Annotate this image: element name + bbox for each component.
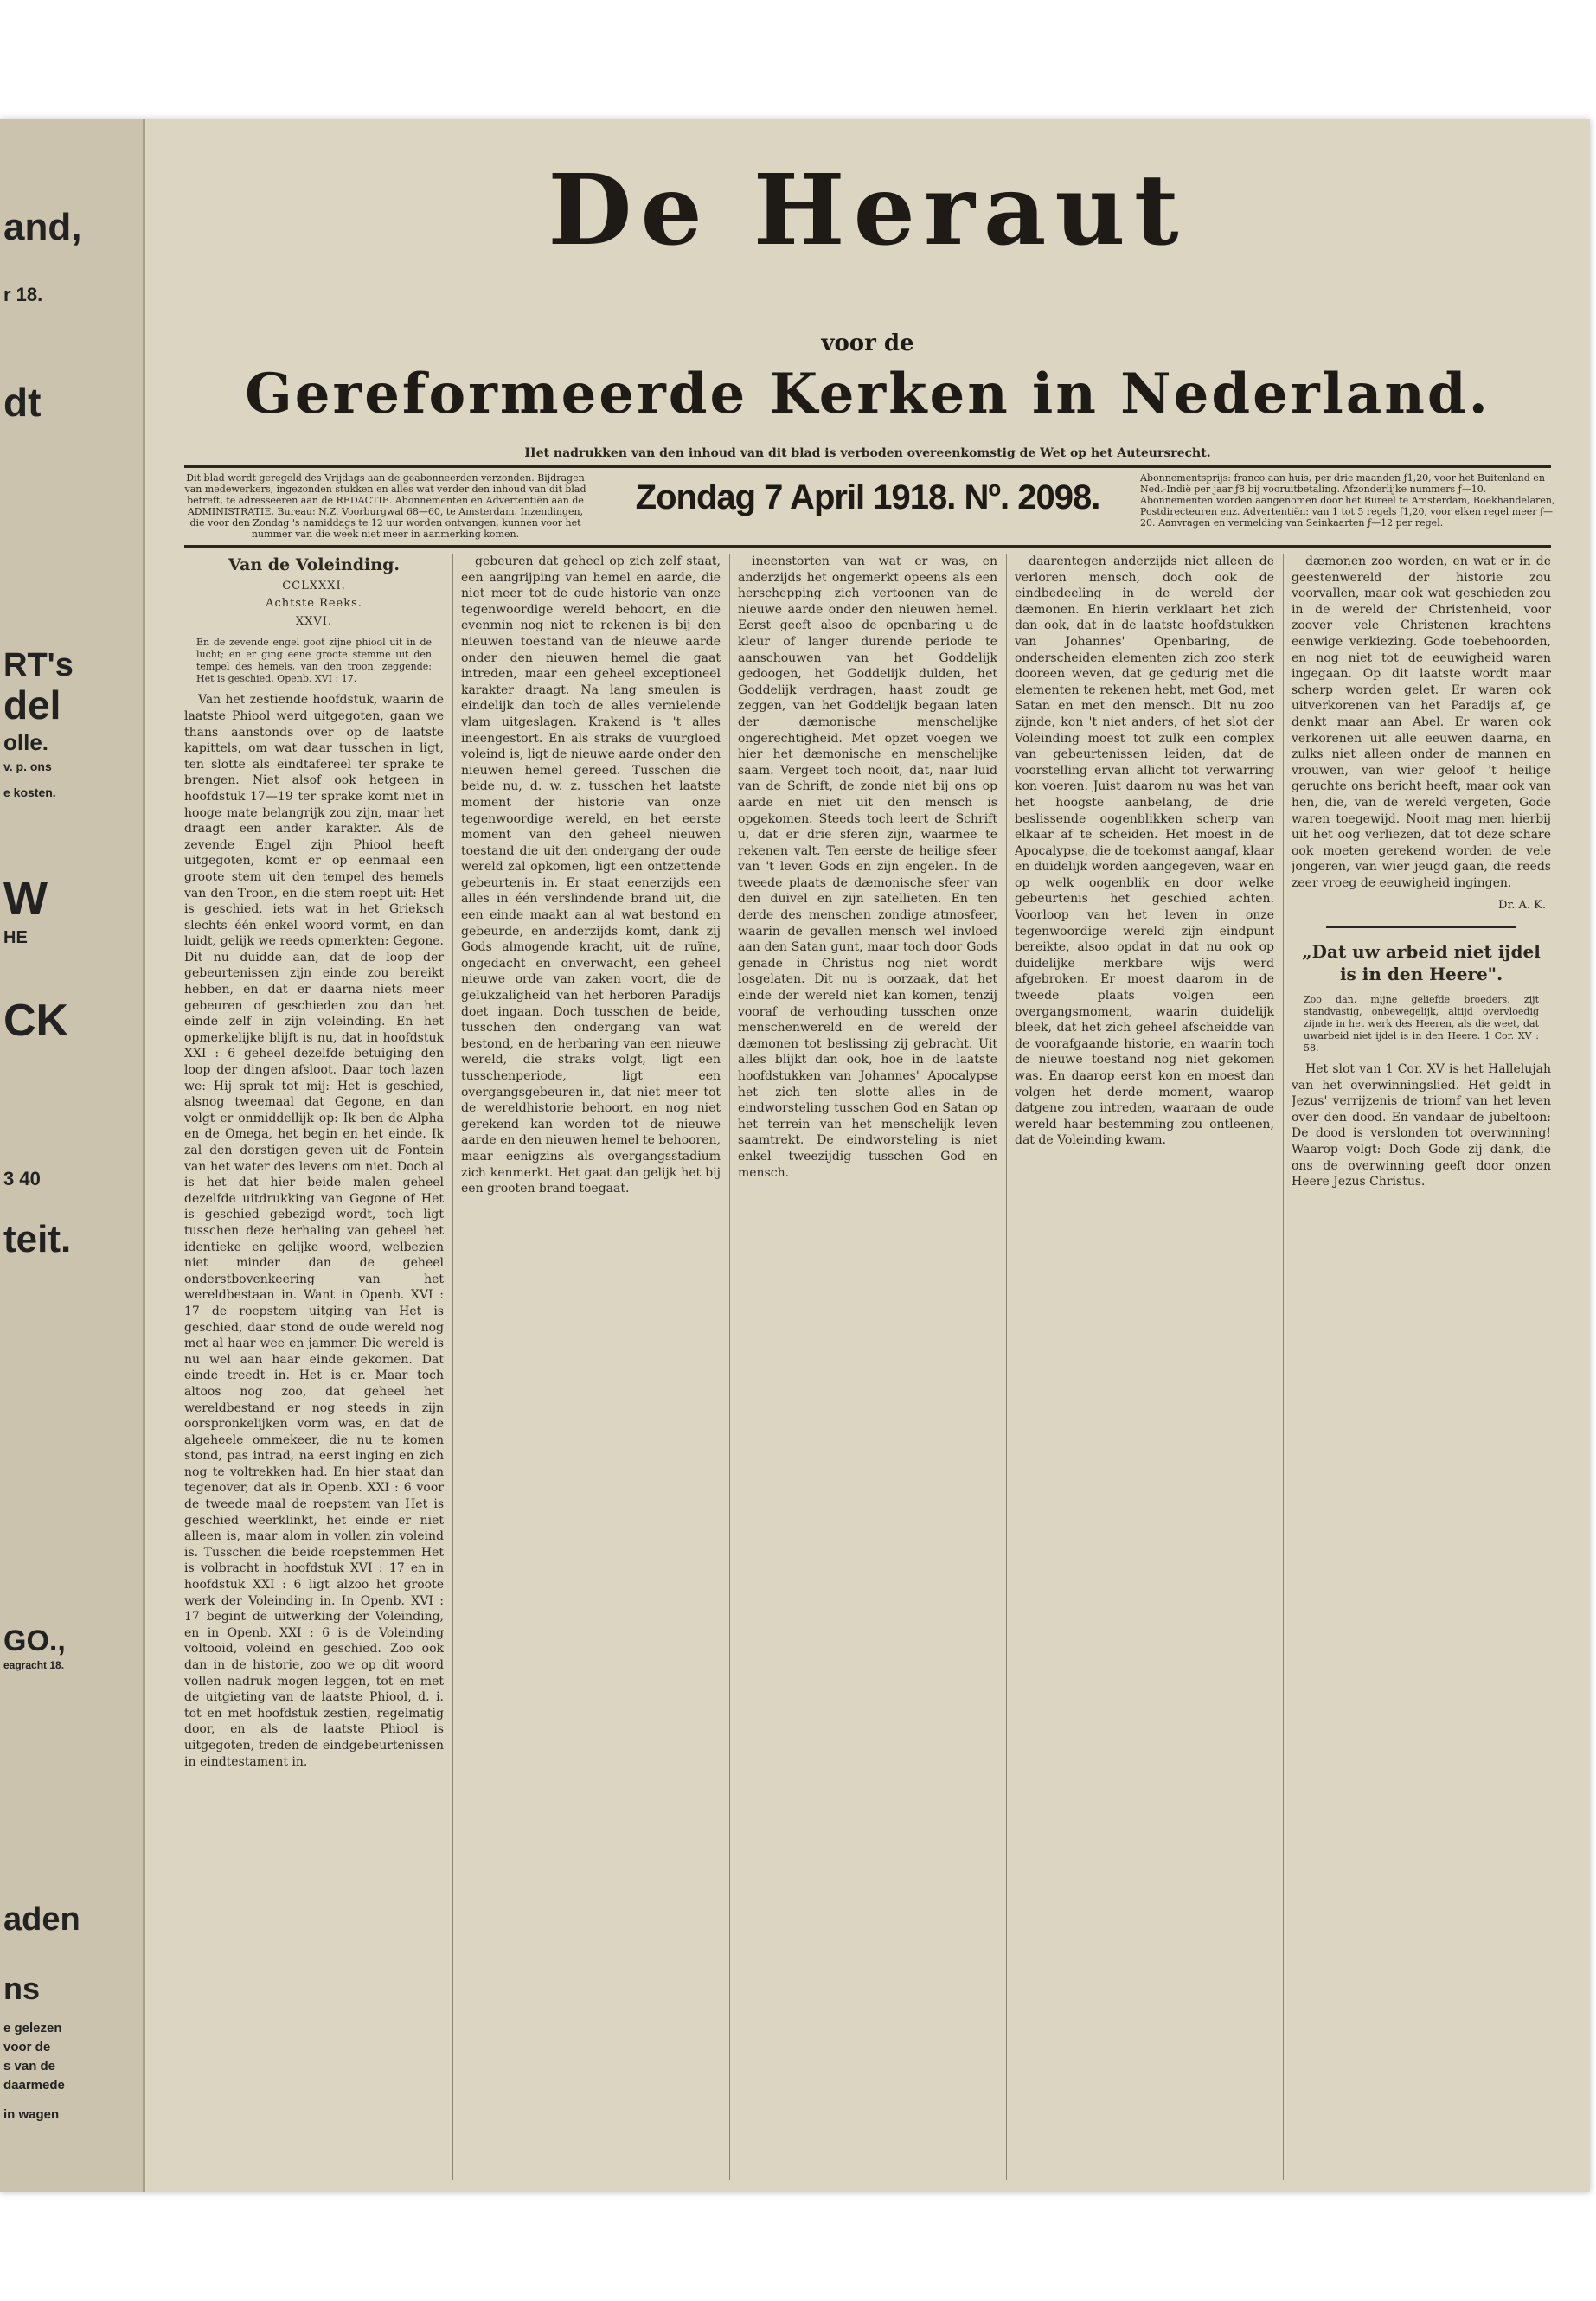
issue-date: Zondag 7 April 1918. bbox=[635, 478, 956, 516]
article-signature: Dr. A. K. bbox=[1498, 899, 1546, 913]
column-3 bbox=[738, 554, 997, 2180]
strip-fragment: aden bbox=[3, 1901, 80, 1938]
strip-fragment: e kosten. bbox=[3, 785, 56, 799]
strip-fragment: e gelezen bbox=[3, 2021, 62, 2035]
masthead-voor-de: voor de bbox=[821, 330, 914, 356]
strip-fragment: in wagen bbox=[3, 2107, 60, 2122]
column-divider bbox=[1283, 554, 1284, 2180]
article2-motto: Zoo dan, mijne geliefde broeders, zijt standvastig, onbewegelijk, altijd overvloedig zijnde in het werk des Heeren, als die weet, dat uwarbeid niet ijdel is in den Heere. 1 Cor. XV : 58. bbox=[1304, 994, 1539, 1054]
column-text: Van het zestiende hoofdstuk, waarin de laatste Phiool werd uitgegoten, gaan we thans aanstonds over op de laatste kapittels, om wat daar tusschen in ligt, ten slotte als eindtafereel ter sprake te brengen. Niet alsof ook hetgeen in hoofdstuk 17—19 ter sprake komt niet in hooge mate belangrijk zou zijn, maar het draagt een ander karakter. Als de zevende Engel zijn Phiool heeft uitgegoten, komt er op eenmaal een groote stem uit den tempel des hemels van den Troon, en die stem roept uit: Het is geschied, iets wat in het Grieksch slechts één enkel woord vormt, en dan luidt, gelijk we reeds opmerkten: Gegone. Dit nu duidde aan, dat de loop der gebeurtenissen zijn einde zou bereikt hebben, en dat er daarna niets meer gebeuren of geschieden zou dan het einde zelf in zijn voleinding. En het opmerkelijke blijft is nu, dat in hoofdstuk XXI : 6 geheel dezelfde betuiging den loop der dingen afsloot. Daar toch lazen we: Hij sprak tot mij: Het is geschied, alsnog tweemaal dat Gegone, en dan volgt er onmiddellijk op: Ik ben de Alpha en de Omega, het begin en het einde. Ik zal den dorstigen geven uit de Fontein van het water des levens om niet. Doch al is het dat hier beide malen geheel dezelfde uitdrukking van Gegone of Het is geschied gebezigd wordt, toch ligt tusschen deze herhaling van geheel het identieke en gelijke woord, welbezien niet minder dan de geheel onderstbovenkeering van het wereldbestaan in. Want in Openb. XVI : 17 de roepstem uitging van Het is geschied, daar stond de oude wereld nog met al haar wee en jammer. Die wereld is nu wel aan haar einde gekomen. Dat einde treedt in. Het is er. Maar toch altoos nog zoo, dat geheel het wereldbestand er nog steeds in zijn oorspronkelijken vorm was, en dat de algeheele ommekeer, die nu te komen stond, pas intrad, na eerst inging en zich nog te voltrekken had. En hier staat dan tegenover, dat als in Openb. XXI : 6 voor de tweede maal de roepstem van Het is geschied weerklinkt, het einde er niet alleen is, maar alom in vollen zin voleind is. Tusschen die beide roepstemmen Het is volbracht in hoofdstuk XVI : 17 en in hoofdstuk XXI : 6 ligt alzoo het groote werk der Voleinding in. In Openb. XVI : 17 begint de uitwerking der Voleinding, en in Openb. XXI : 6 is de Voleinding voltooid, voleind en geschied. Zoo ook dan in de historie, zoo we op dit woord vollen nadruk mogen leggen, tot en met de uitgieting van de laatste Phiool, d. i. tot en met hoofdstuk zestien, regelmatig door, en als de laatste Phiool is uitgegoten, treden de eindgebeurtenissen in eindtestament in. bbox=[184, 693, 444, 1769]
previous-page-strip bbox=[0, 119, 145, 2192]
front-page bbox=[145, 119, 1590, 2192]
subscription-info: Abonnementsprijs: franco aan huis, per drie maanden ƒ1,20, voor het Buitenland en Ned.-Indië per jaar ƒ8 bij vooruitbetaling. Afzonderlijke nummers ƒ—10. Abonnementen worden aangenomen door het Bureel te Amsterdam, Boekhandelaren, Postdirecteuren enz. Advertentiën: van 1 tot 5 regels ƒ1,20, voor elken regel meer ƒ—20. Aanvragen en vermelding van Seinkaarten ƒ—12 per regel. bbox=[1140, 472, 1555, 529]
header-top-rule bbox=[184, 465, 1551, 468]
article-motto: En de zevende engel goot zijne phiool uit in de lucht; en er ging eene groote stemme uit den tempel des hemels, van den troon, zeggende: Het is geschied. Openb. XVI : 17. bbox=[196, 637, 432, 685]
strip-fragment: ns bbox=[3, 1971, 41, 2006]
strip-fragment: CK bbox=[3, 996, 69, 1046]
column-text: ineenstorten van wat er was, en anderzijds het ongemerkt opeens als een herschepping zich vertoonen van de nieuwe aarde onder den nieuwen hemel. Eerst geeft alsoo de openbaring u de kleur of langer durende periode te aanschouwen van het Goddelijk gedoogen, het Goddelijk dulden, het Goddelijk verdragen, haast zoudt ge zeggen, van het Goddelijk begaan laten der dæmonische menschelijke ongerechtigheid. Met opzet voegen we hier het dæmonische en menschelijke saam. Vergeet toch nooit, dat, naar luid van de Schrift, de zonde niet bij ons op aarde en niet uit den mensch is opgekomen. Steeds toch leert de Schrift u, dat er drie sferen zijn, waarmee te rekenen valt. Ten eerste de heilige sfeer van 't leven Gods en zijn engelen. In de tweede plaats de dæmonische sfeer van den duivel en zijn satellieten. En ten derde des menschen zondige atmosfeer, waarin de gevallen mensch wel invloed aan den Satan gunt, maar toch door Gods genade in Christus nog niet wordt losgelaten. Dit nu is oorzaak, dat het einde der wereld niet kan komen, tenzij vooraf de verhouding tusschen onze menschenwereld en de wereld der dæmonen tot beslissing zij gebracht. Uit alles blijkt dan ook, hoe in de laatste hoofdstukken van Johannes' Apocalypse het zich ten slotte alles in de eindworsteling tusschen God en Satan op het terrein van het menschelijk leven saamtrekt. De eindworsteling is niet enkel tweezijdig tusschen God en mensch. bbox=[738, 554, 997, 1180]
column-divider bbox=[452, 554, 453, 2180]
article-part: XXVI. bbox=[295, 614, 333, 628]
masthead-title: De Heraut bbox=[548, 154, 1188, 267]
strip-fragment: HE bbox=[3, 928, 28, 947]
column-4 bbox=[1015, 554, 1274, 2180]
strip-fragment: eagracht 18. bbox=[3, 1659, 65, 1671]
column-text: daarentegen anderzijds niet alleen de verloren mensch, doch ook de eindbedeeling in de wereld der dæmonen. En hierin verklaart het zich dan ook, dat in de laatste hoofdstukken van Johannes' Openbaring, de onderscheiden elementen zich zoo sterk dooreen weven, dat ge gedurig met die elementen te rekenen hebt, met God, met Satan en met den mensch. Dit nu zoo zijnde, kon 't niet anders, of het slot der Voleinding moest tot zulk een complex van gebeurtenissen leiden, dat de voorstelling ervan allicht tot verwarring kon voeren. Juist daarom nu was het van het hoogste aanbelang, de drie beslissende oogenblikken scherp van elkaar af te scheiden. Het moest in de Apocalypse, die de toekomst aangaf, klaar en duidelijk worden aangegeven, waar en op welk oogenblik en door welke gebeurtenis het geschied achten. Voorloop van het leven in onze tegenwoordige wereld zijn eindpunt bereikte, alsoo opdat in dat nu ook op duidelijke merkbare wijs werd afgebroken. Er moest daarom in de tweede plaats volgen een overgangsmoment, waarin duidelijk bleek, dat het zich geheel afscheidde van de voorafgaande historie, en waarin toch de nieuwe toestand nog niet gekomen was. En daarop eerst kon en moest dan volgen het derde moment, waarop datgene zou intreden, waaraan de oude wereld haar bestemming zou ontleenen, dat de Voleinding kwam. bbox=[1015, 554, 1274, 1148]
issue-dateline bbox=[608, 478, 1127, 517]
strip-fragment: olle. bbox=[3, 729, 49, 755]
column-divider bbox=[1006, 554, 1007, 2180]
copyright-notice: Het nadrukken van den inhoud van dit blad is verboden overeenkomstig de Wet op het Auteursrecht. bbox=[524, 446, 1211, 460]
issue-number: Nº. 2098. bbox=[964, 478, 1100, 516]
strip-fragment: and, bbox=[3, 206, 82, 248]
column-1 bbox=[184, 554, 444, 2180]
newspaper-page bbox=[0, 119, 1590, 2192]
strip-fragment: GO., bbox=[3, 1625, 66, 1657]
masthead-subtitle: Gereformeerde Kerken in Nederland. bbox=[245, 362, 1490, 426]
header-bottom-rule bbox=[184, 545, 1551, 548]
article-title: Van de Voleinding. bbox=[228, 555, 400, 574]
strip-fragment: s van de bbox=[3, 2059, 56, 2073]
strip-fragment: voor de bbox=[3, 2040, 51, 2054]
column-text: dæmonen zoo worden, en wat er in de geestenwereld der historie zou voorvallen, maar ook wat geschieden zou in de wereld der Christenheid, voor zoover vele Christenen krachtens eenwige verkiezing. Gode toebehoorden, en nog niet tot de eeuwigheid waren ingegaan. Op dit laatste wordt maar scherp worden gelet. Er waren ook uitverkorenen van het Paradijs af, ge denkt maar aan Abel. Er waren ook verkorenen uit alle eeuwen daarna, en zulks niet alleen onder de mannen en vrouwen, van wier geloof 't heilige geruchte ons bericht heeft, maar ook van hen, die, van de wereld vergeten, Gode waren toegewijd. Nooit mag men hierbij uit het oog verliezen, dat tot deze schare ook moeten gerekend worden de vele jongeren, van wier jeugd gaan, die reeds zeer vroeg de eeuwigheid ingingen. bbox=[1292, 554, 1551, 890]
publication-info: Dit blad wordt geregeld des Vrijdags aan de geabonneerden verzonden. Bijdragen van medewerkers, ingezonden stukken en alles wat verder den inhoud van dit blad betreft, te adresseeren aan de REDACTIE. Abonnementen en Advertentiën aan de ADMINISTRATIE. Bureau: N.Z. Voorburgwal 68—60, te Amsterdam. Inzendingen, die voor den Zondag 's namiddags te 12 uur worden ontvangen, kunnen voor het nummer van die week niet meer in aanmerking komen. bbox=[184, 472, 586, 540]
strip-fragment: 3 40 bbox=[3, 1168, 41, 1189]
strip-fragment: del bbox=[3, 683, 61, 727]
column-text: gebeuren dat geheel op zich zelf staat, een aangrijping van hemel en aarde, die niet meer tot de oude historie van onze tegenwoordige wereld behoort, en die evenmin nog niet te rekenen is bij den nieuwen toestand van de nieuwe aarde onder den nieuwen hemel die gaat intreden, maar een geheel exceptioneel karakter draagt. Na lang smeulen is eindelijk dan toch de alles vernielende vlam uitgeslagen. Krakend is 't alles ineengestort. En als straks de vuurgloed voleind is, ligt de nieuwe aarde onder den nieuwen hemel gereed. Tusschen die beide nu, d. w. z. tusschen het laatste moment der historie van onze tegenwoordige wereld, en het eerste moment van den geheel nieuwen toestand die uit den ondergang der oude wereld zal opkomen, ligt een ontzettende gebeurtenis in. Er staat eenerzijds een alles in één verslindende brand uit, die een einde maakt aan al wat bestond en gebeurde, en anderzijds komt, dank zij Gods almogende kracht, uit de ruïne, ongedacht en onverwacht, een geheel nieuwe orde van zaken voort, die de gelukzaligheid van het herboren Paradijs doet ingaan. Doch tusschen de beide, tusschen den ondergang van wat bestond, en de herbaring van een nieuwe wereld, die straks volgt, ligt een tusschenperiode, ligt een overgangsgebeuren in, dat niet meer tot de wereldhistorie behoort, en nog niet gerekend kan worden tot de nieuwe aarde en den nieuwen hemel te behooren, maar eenigzins als overgangsstadium zich kenmerkt. Het gaat dan gelijk het bij een grooten brand toegaat. bbox=[461, 554, 721, 1196]
strip-fragment: dt bbox=[3, 380, 42, 425]
strip-fragment: teit. bbox=[3, 1218, 72, 1260]
column-divider bbox=[729, 554, 730, 2180]
strip-fragment: RT's bbox=[3, 647, 74, 683]
article-number: CCLXXXI. bbox=[282, 579, 346, 593]
strip-fragment: r 18. bbox=[3, 284, 43, 305]
article-series: Achtste Reeks. bbox=[266, 597, 362, 611]
strip-fragment: daarmede bbox=[3, 2078, 65, 2093]
strip-fragment: v. p. ons bbox=[3, 760, 52, 773]
column-2 bbox=[461, 554, 721, 2180]
column-text: Het slot van 1 Cor. XV is het Hallelujah van het overwinningslied. Het geldt in Jezus' verrijzenis de triomf van het leven over den dood. En vandaar de jubeltoon: De dood is verslonden tot overwinning! Waarop volgt: Doch Gode zij dank, die ons de overwinning geeft door onzen Heere Jezus Christus. bbox=[1292, 1062, 1551, 1189]
strip-fragment: W bbox=[3, 873, 48, 925]
article2-title: „Dat uw arbeid niet ijdel is in den Heere". bbox=[1302, 941, 1541, 985]
article-separator bbox=[1326, 926, 1516, 928]
column-5 bbox=[1292, 554, 1551, 2180]
